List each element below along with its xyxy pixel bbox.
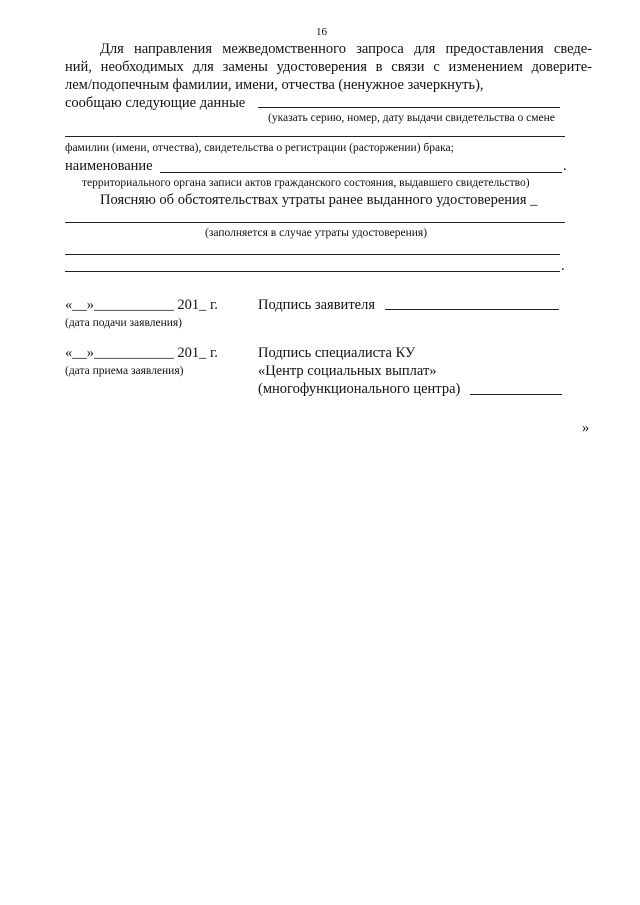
loss-hint: (заполняется в случае утраты удостоверения) bbox=[205, 227, 428, 239]
provide-data-field[interactable] bbox=[258, 107, 560, 108]
specialist-date[interactable]: «__»___________ 201_ г. bbox=[65, 345, 218, 361]
applicant-signature-field[interactable] bbox=[385, 309, 559, 310]
provide-data-hint-2: фамилии (имени, отчества), свидетельства о регистрации (расторжении) брака; bbox=[65, 142, 454, 154]
loss-field-1[interactable] bbox=[65, 222, 565, 223]
provide-data-label: сообщаю следующие данные bbox=[65, 95, 246, 111]
organ-name-end: . bbox=[563, 158, 567, 174]
specialist-date-hint: (дата приема заявления) bbox=[65, 365, 184, 377]
provide-data-hint: (указать серию, номер, дату выдачи свидетельства о смене bbox=[268, 112, 555, 124]
applicant-date[interactable]: «__»___________ 201_ г. bbox=[65, 297, 218, 313]
applicant-date-hint: (дата подачи заявления) bbox=[65, 317, 182, 329]
organ-name-field[interactable] bbox=[160, 172, 562, 173]
closing-quote: » bbox=[582, 420, 590, 436]
organ-name-hint: территориального органа записи актов гражданского состояния, выдавшего свидетельство) bbox=[82, 177, 530, 189]
loss-end: . bbox=[561, 258, 565, 274]
specialist-signature-label-3: (многофункционального центра) bbox=[258, 381, 461, 397]
provide-data-field-2[interactable] bbox=[65, 136, 565, 137]
loss-field-2[interactable] bbox=[65, 254, 560, 255]
organ-name-label: наименование bbox=[65, 158, 153, 174]
loss-label: Поясняю об обстоятельствах утраты ранее выданного удостоверения _ bbox=[100, 192, 538, 208]
page-number: 16 bbox=[316, 26, 327, 38]
paragraph-line-3: лем/подопечным фамилии, имени, отчества (ненужное зачеркнуть), bbox=[65, 77, 484, 93]
applicant-signature-label: Подпись заявителя bbox=[258, 297, 375, 313]
specialist-signature-field[interactable] bbox=[470, 394, 562, 395]
paragraph-line-2: ний, необходимых для замены удостоверения в связи с изменением доверите- bbox=[65, 59, 592, 75]
loss-field-3[interactable] bbox=[65, 271, 560, 272]
paragraph-line-1: Для направления межведомственного запроса для предоставления сведе- bbox=[100, 41, 592, 57]
specialist-signature-label-2: «Центр социальных выплат» bbox=[258, 363, 437, 379]
specialist-signature-label-1: Подпись специалиста КУ bbox=[258, 345, 416, 361]
